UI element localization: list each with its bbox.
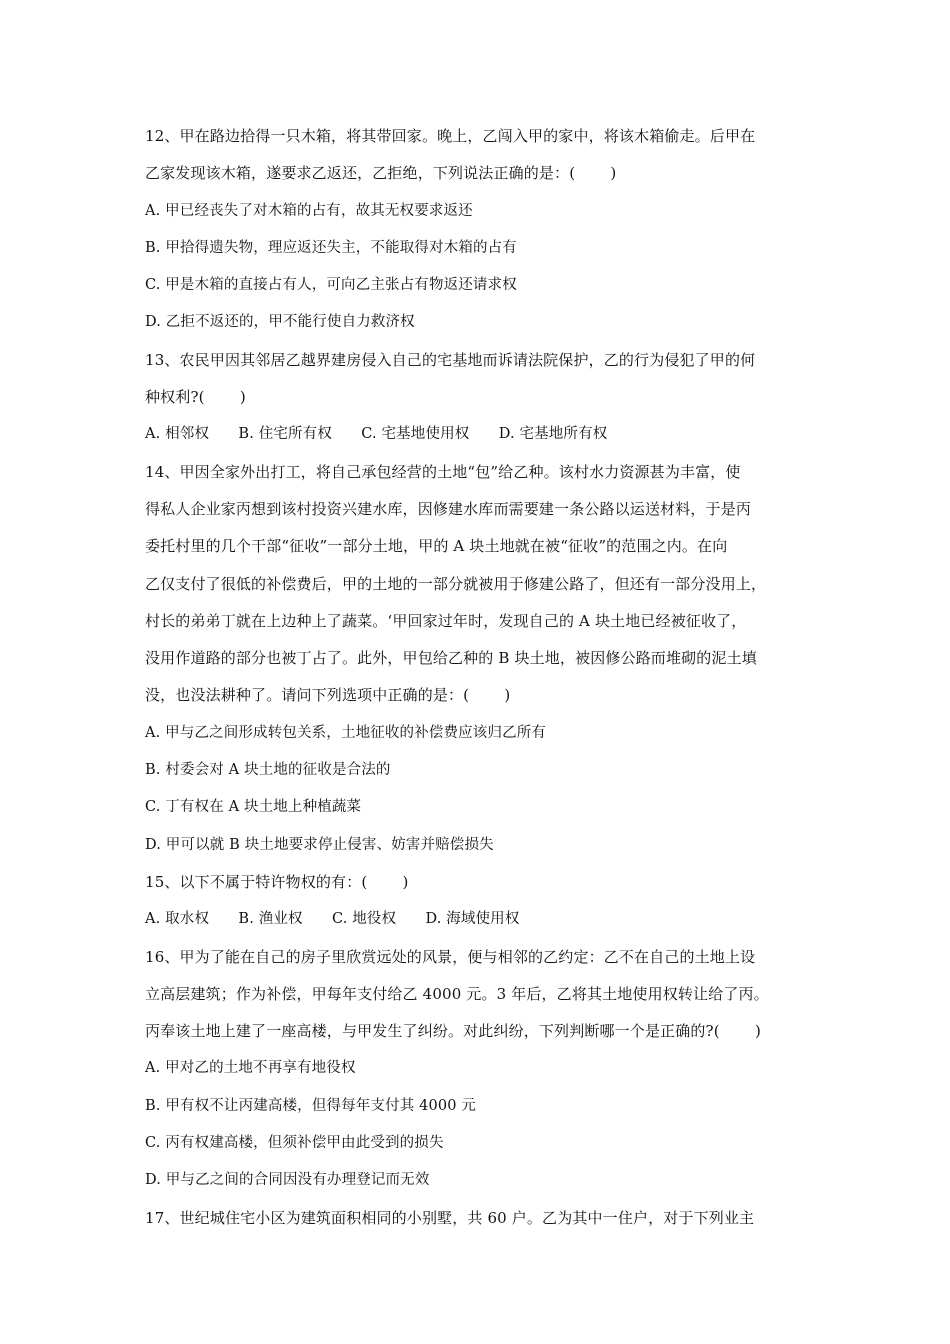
q14-stem-line-6: 没用作道路的部分也被丁占了。此外，甲包给乙种的 B 块土地，被因修公路而堆砌的泥土填 xyxy=(145,649,757,668)
q14-stem-line-3: 委托村里的几个干部“征收”一部分土地，甲的 A 块土地就在被“征收”的范围之内。在向 xyxy=(145,537,728,556)
q15-options: A. 取水权 B. 渔业权 C. 地役权 D. 海域使用权 xyxy=(145,911,520,928)
q17-stem-line-1: 17、世纪城住宅小区为建筑面积相同的小别墅，共 60 户。乙为其中一住户，对于下列业主 xyxy=(145,1208,755,1227)
q14-stem-line-1: 14、甲因全家外出打工，将自己承包经营的土地“包”给乙种。该村水力资源甚为丰富，使 xyxy=(145,462,741,481)
q12-option-d: D. 乙拒不返还的，甲不能行使自力救济权 xyxy=(145,314,415,331)
q16-stem-line-3: 丙奉该土地上建了一座高楼，与甲发生了纠纷。对此纠纷，下列判断哪一个是正确的?( ) xyxy=(145,1022,761,1041)
q14-option-a: A. 甲与乙之间形成转包关系，土地征收的补偿费应该归乙所有 xyxy=(145,724,547,741)
q12-option-c: C. 甲是木箱的直接占有人，可向乙主张占有物返还请求权 xyxy=(145,277,517,294)
q16-option-a: A. 甲对乙的土地不再享有地役权 xyxy=(145,1060,356,1077)
q16-option-b: B. 甲有权不让丙建高楼，但得每年支付其 4000 元 xyxy=(145,1097,477,1114)
q14-stem-line-5: 村长的弟弟丁就在上边种上了蔬菜。‘甲回家过年时，发现自己的 A 块土地已经被征收了， xyxy=(145,611,747,630)
q13-stem-line-2: 种权利?( ) xyxy=(145,388,246,407)
q14-option-b: B. 村委会对 A 块土地的征收是合法的 xyxy=(145,762,391,779)
q14-stem-line-4: 乙仅支付了很低的补偿费后，甲的土地的一部分就被用于修建公路了，但还有一部分没用上， xyxy=(145,574,767,593)
q16-stem-line-1: 16、甲为了能在自己的房子里欣赏远处的风景，便与相邻的乙约定：乙不在自己的土地上设 xyxy=(145,947,756,966)
q12-stem-line-2: 乙家发现该木箱，遂要求乙返还，乙拒绝，下列说法正确的是：( ) xyxy=(145,164,617,183)
q16-stem-line-2: 立高层建筑；作为补偿，甲每年支付给乙 4000 元。3 年后，乙将其土地使用权转让给了丙。 xyxy=(145,984,769,1003)
document-body xyxy=(145,118,810,1237)
q12-option-b: B. 甲拾得遗失物，理应返还失主，不能取得对木箱的占有 xyxy=(145,239,517,256)
q12-stem-line-1: 12、甲在路边拾得一只木箱，将其带回家。晚上，乙闯入甲的家中，将该木箱偷走。后甲在 xyxy=(145,127,756,145)
q12-option-a: A. 甲已经丧失了对木箱的占有，故其无权要求返还 xyxy=(145,202,473,219)
q14-stem-line-7: 没，也没法耕种了。请问下列选项中正确的是：( ) xyxy=(145,686,511,705)
q14-option-c: C. 丁有权在 A 块土地上种植蔬菜 xyxy=(145,799,362,816)
q15-stem: 15、以下不属于特许物权的有：( ) xyxy=(145,872,409,891)
q14-option-d: D. 甲可以就 B 块土地要求停止侵害、妨害并赔偿损失 xyxy=(145,836,494,853)
q13-options: A. 相邻权 B. 住宅所有权 C. 宅基地使用权 D. 宅基地所有权 xyxy=(145,426,608,443)
q16-option-c: C. 丙有权建高楼，但须补偿甲由此受到的损失 xyxy=(145,1135,444,1152)
q13-stem-line-1: 13、农民甲因其邻居乙越界建房侵入自己的宅基地而诉请法院保护，乙的行为侵犯了甲的何 xyxy=(145,350,756,369)
q16-option-d: D. 甲与乙之间的合同因没有办理登记而无效 xyxy=(145,1172,430,1189)
q14-stem-line-2: 得私人企业家丙想到该村投资兴建水库，因修建水库而需要建一条公路以运送材料，于是丙 xyxy=(145,499,752,518)
